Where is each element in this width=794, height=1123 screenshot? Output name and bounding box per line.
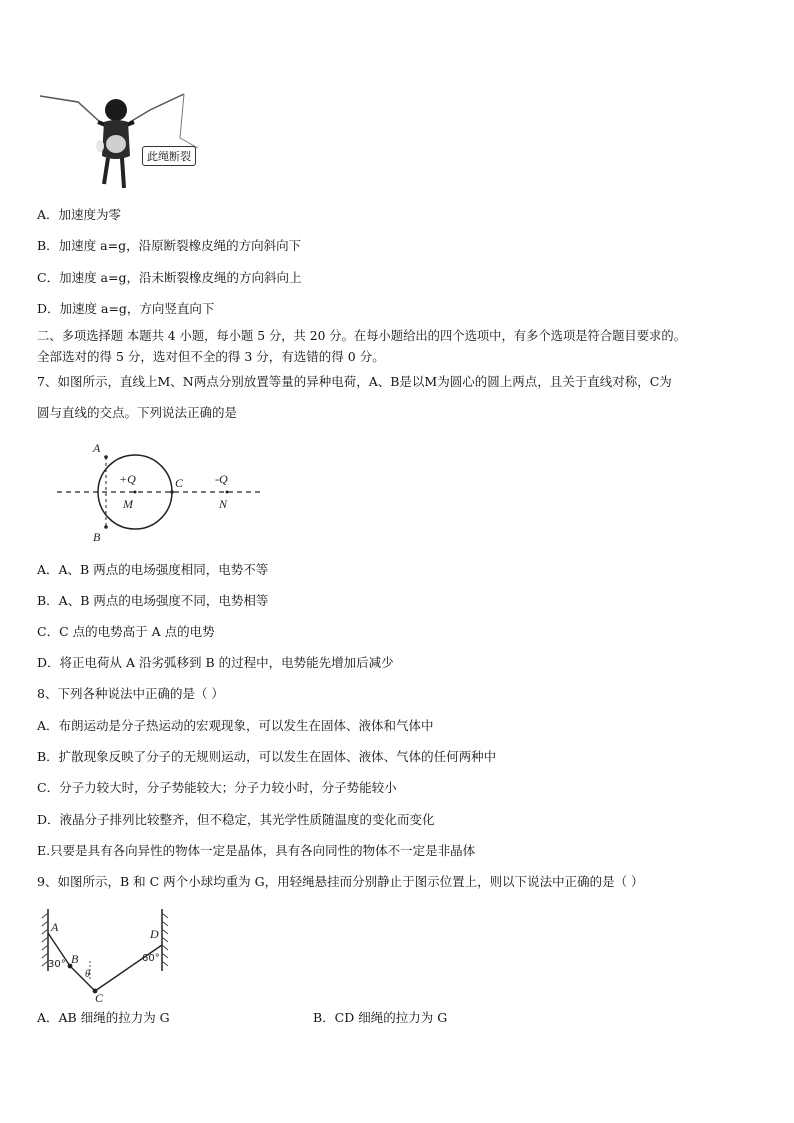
section2-instructions-line2: 全部选对的得 5 分，选对但不全的得 3 分，有选错的得 0 分。 xyxy=(37,349,385,364)
q9-label-c: C xyxy=(95,991,104,1003)
q7-label-plus-q: +Q xyxy=(119,472,136,486)
section2-instructions-line1: 二、多项选择题 本题共 4 小题，每小题 5 分，共 20 分。在每小题给出的四个选项中，有多个选项是符合题目要求的。 xyxy=(37,329,686,343)
q8-option-b: B．扩散现象反映了分子的无规则运动，可以发生在固体、液体、气体的任何两种中 xyxy=(37,749,497,764)
q9-label-b: B xyxy=(71,952,79,966)
figure-child-on-ropes xyxy=(38,88,218,192)
q7-figure-charges-circle xyxy=(55,438,270,548)
q6-option-c: C．加速度 a=g，沿未断裂橡皮绳的方向斜向上 xyxy=(37,270,302,285)
q7-label-minus-q: -Q xyxy=(215,472,228,486)
q7-stem-line1: 7、如图所示，直线上M、N两点分别放置等量的异种电荷，A、B是以M为圆心的圆上两点，且关于直线对称，C为 xyxy=(37,374,672,389)
q7-label-n: N xyxy=(219,497,228,511)
q6-option-d: D．加速度 a=g，方向竖直向下 xyxy=(37,301,215,316)
q9-angle-theta: θ xyxy=(85,969,90,980)
q8-option-a: A．布朗运动是分子热运动的宏观现象，可以发生在固体、液体和气体中 xyxy=(37,718,434,733)
q9-stem: 9、如图所示，B 和 C 两个小球均重为 G，用轻绳悬挂而分别静止于图示位置上，则以下说法中正确的是（ ） xyxy=(37,874,644,889)
q7-option-b: B．A、B 两点的电场强度不同，电势相等 xyxy=(37,593,269,608)
q8-option-d: D．液晶分子排列比较整齐，但不稳定，其光学性质随温度的变化而变化 xyxy=(37,812,435,827)
q7-label-b: B xyxy=(93,530,101,544)
q7-stem-line2: 圆与直线的交点。下列说法正确的是 xyxy=(37,405,238,420)
q9-label-d: D xyxy=(150,927,159,941)
figure-caption-broken-rope: 此绳断裂 xyxy=(142,146,196,166)
q9-option-b: B．CD 细绳的拉力为 G xyxy=(313,1010,448,1025)
q8-stem: 8、下列各种说法中正确的是（ ） xyxy=(37,686,224,701)
q6-option-a: A．加速度为零 xyxy=(37,207,122,222)
q9-figure-hanging-balls xyxy=(38,905,174,1003)
q7-option-a: A．A、B 两点的电场强度相同，电势不等 xyxy=(37,562,269,577)
q7-label-a: A xyxy=(93,441,101,455)
q7-label-m: M xyxy=(123,497,133,511)
q8-option-c: C．分子力较大时，分子势能较大；分子力较小时，分子势能较小 xyxy=(37,780,397,795)
q8-option-e: E.只要是具有各向异性的物体一定是晶体，具有各向同性的物体不一定是非晶体 xyxy=(37,843,476,858)
q7-option-c: C．C 点的电势高于 A 点的电势 xyxy=(37,624,215,639)
q7-label-c: C xyxy=(175,476,184,490)
q9-angle-30: 30° xyxy=(48,959,66,970)
q6-option-b: B．加速度 a=g，沿原断裂橡皮绳的方向斜向下 xyxy=(37,238,302,253)
q9-label-a: A xyxy=(51,920,59,934)
q9-angle-60: 60° xyxy=(142,953,160,964)
q9-option-a: A．AB 细绳的拉力为 G xyxy=(37,1010,170,1025)
q7-option-d: D．将正电荷从 A 沿劣弧移到 B 的过程中，电势能先增加后减少 xyxy=(37,655,394,670)
